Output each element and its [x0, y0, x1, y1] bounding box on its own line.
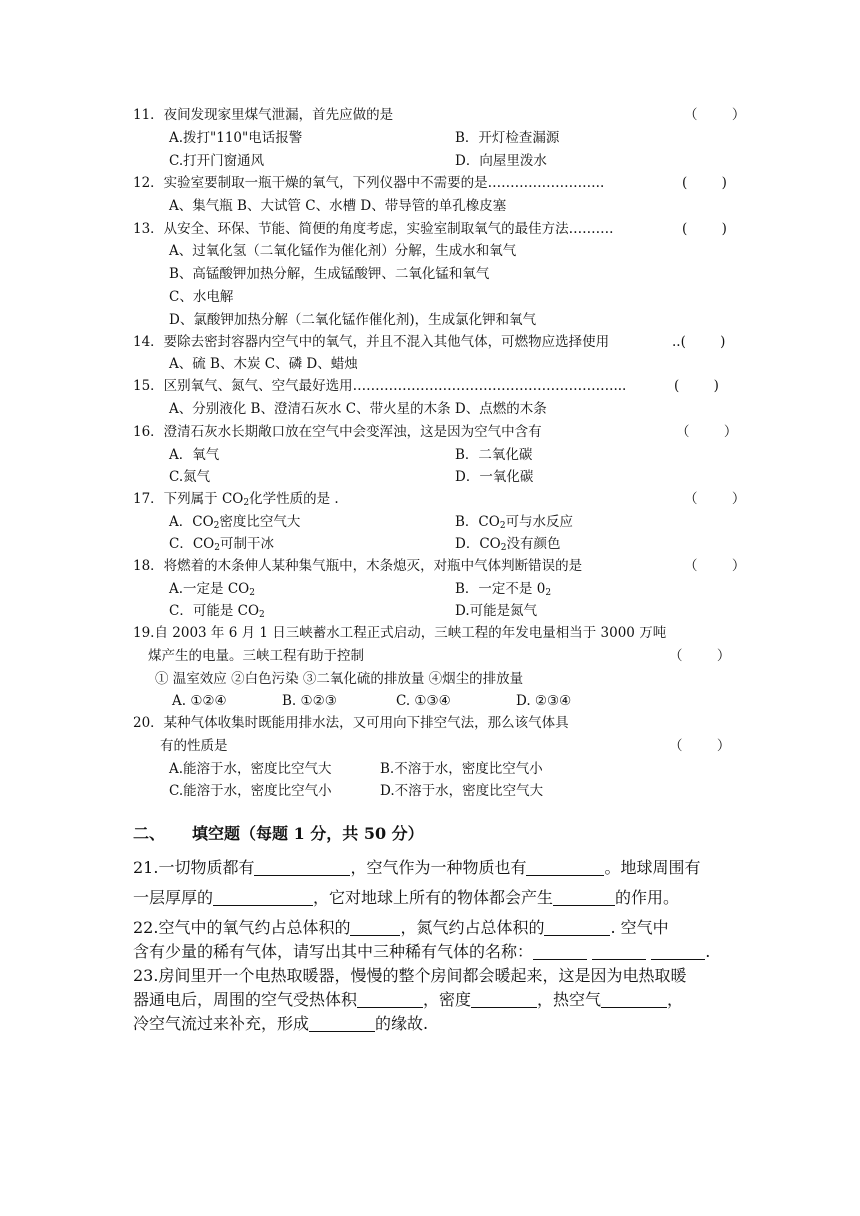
answer-blank[interactable]	[592, 943, 646, 960]
options-15: A、分别液化 B、澄清石灰水 C、带火星的木条 D、点燃的木条	[169, 401, 547, 417]
option-11-c: C.打开门窗通风	[169, 153, 265, 169]
option-13-b: B、高锰酸钾加热分解，生成锰酸钾、二氧化锰和氧气	[169, 266, 490, 282]
answer-blank[interactable]	[350, 919, 400, 936]
question-21-text-f: 的作用。	[615, 888, 680, 907]
question-14-stem: 14．要除去密封容器内空气中的氧气，并且不混入其他气体，可燃物应选择使用	[133, 334, 610, 350]
question-21-text-c: 。地球周围有	[604, 858, 701, 877]
answer-paren-14[interactable]: ..( )	[672, 334, 726, 350]
question-15-stem: 15．区别氧气、氮气、空气最好选用…………………………………………………....	[133, 378, 627, 394]
question-11-stem: 11．夜间发现家里煤气泄漏，首先应做的是	[133, 107, 394, 123]
option-13-d: D、氯酸钾加热分解（二氧化锰作催化剂)，生成氯化钾和氧气	[169, 312, 537, 328]
question-17-stem-b: 化学性质的是 .	[249, 491, 339, 507]
question-23-line-1: 23.房间里开一个电热取暖器，慢慢的整个房间都会暖起来，这是因为电热取暖	[133, 966, 687, 985]
option-17-d: D．$CO_2$没有颜色	[455, 536, 561, 553]
option-17-b: B．$CO_2$可与水反应	[455, 514, 574, 531]
answer-blank[interactable]	[651, 943, 705, 960]
answer-blank[interactable]	[357, 991, 423, 1008]
answer-paren-17[interactable]: （ ）	[684, 491, 746, 507]
subscript: 2	[243, 498, 250, 508]
option-13-c: C、水电解	[169, 289, 234, 305]
option-16-c: C.氮气	[169, 469, 211, 485]
answer-blank[interactable]	[601, 991, 667, 1008]
question-21-line-2	[133, 887, 679, 909]
question-22-line-1	[133, 917, 669, 939]
answer-blank[interactable]	[309, 1015, 375, 1032]
question-18-stem: 18．将燃着的木条伸人某种集气瓶中，木条熄灭，对瓶中气体判断错误的是	[133, 558, 583, 574]
answer-paren-11[interactable]: （ ）	[684, 107, 746, 123]
question-22-text-d: 含有少量的稀有气体，请写出其中三种稀有气体的名称：	[133, 942, 534, 961]
question-22-text-e: .	[705, 942, 711, 961]
option-16-a: A．氧气	[169, 447, 220, 463]
question-17-stem-a: 17．下列属于 CO	[133, 491, 244, 507]
option-11-d: D．向屋里泼水	[455, 153, 547, 169]
answer-paren-13[interactable]: ( )	[682, 221, 727, 237]
question-19-items: ① 温室效应 ②白色污染 ③二氧化硫的排放量 ④烟尘的排放量	[155, 671, 524, 687]
option-17-c: C．$CO_2$可制干冰	[169, 536, 274, 553]
question-22-line-2	[133, 941, 710, 963]
question-21-text-e: ，它对地球上所有的物体都会产生	[313, 888, 554, 907]
question-13-stem: 13．从安全、环保、节能、简便的角度考虑，实验室制取氧气的最佳方法……….	[133, 221, 614, 237]
question-21-text-a: 21.一切物质都有	[133, 858, 255, 877]
answer-paren-18[interactable]: （ ）	[684, 558, 746, 574]
section-title: 填空题（每题 1 分，共 50 分）	[192, 824, 424, 843]
option-18-d: D.可能是氮气	[455, 603, 538, 619]
option-16-b: B．二氧化碳	[455, 447, 533, 463]
answer-paren-20[interactable]: （ ）	[669, 738, 731, 754]
option-19-c: C. ①③④	[396, 693, 451, 709]
question-23-text-d: ，热空气	[537, 990, 602, 1009]
answer-blank[interactable]	[213, 889, 313, 906]
answer-paren-19[interactable]: （ ）	[669, 648, 731, 664]
option-20-a: A.能溶于水，密度比空气大	[169, 761, 332, 777]
option-16-d: D．一氧化碳	[455, 469, 534, 485]
question-21-text-b: ，空气作为一种物质也有	[350, 858, 527, 877]
option-11-a: A.拨打"110"电话报警	[169, 130, 303, 146]
options-12: A、集气瓶 B、大试管 C、水槽 D、带导管的单孔橡皮塞	[169, 198, 507, 214]
question-20-stem-2: 有的性质是	[160, 738, 228, 754]
option-18-a: A.一定是 $CO_2$	[169, 581, 255, 598]
option-20-c: C.能溶于水，密度比空气小	[169, 783, 332, 799]
question-23-text-c: ，密度	[423, 990, 472, 1009]
question-16-stem: 16．澄清石灰水长期敞口放在空气中会变浑浊，这是因为空气中含有	[133, 424, 542, 440]
option-11-b: B．开灯检查漏源	[455, 130, 560, 146]
option-18-b: B．一定不是 $0_2$	[455, 581, 552, 598]
question-23-text-f: 冷空气流过来补充，形成	[133, 1014, 310, 1033]
question-20-stem: 20．某种气体收集时既能用排水法，又可用向下排空气法，那么该气体具	[133, 715, 569, 731]
option-17-a: A．$CO_2$密度比空气大	[169, 514, 301, 531]
options-14: A、硫 B、木炭 C、磷 D、蜡烛	[169, 356, 358, 372]
option-20-b: B.不溶于水，密度比空气小	[380, 761, 543, 777]
question-21-text-d: 一层厚厚的	[133, 888, 214, 907]
answer-paren-15[interactable]: ( )	[674, 378, 719, 394]
option-19-d: D. ②③④	[516, 693, 572, 709]
answer-blank[interactable]	[471, 991, 537, 1008]
answer-blank[interactable]	[544, 919, 610, 936]
question-22-text-b: ，氮气约占总体积的	[400, 918, 545, 937]
question-19-stem-2: 煤产生的电量。三峡工程有助于控制	[148, 648, 364, 664]
option-20-d: D.不溶于水，密度比空气大	[380, 783, 544, 799]
answer-blank[interactable]	[526, 859, 604, 876]
question-21-line-1	[133, 857, 700, 879]
question-12-stem: 12．实验室要制取一瓶干燥的氧气，下列仪器中不需要的是……………………..	[133, 175, 605, 191]
question-22-text-c: . 空气中	[610, 918, 669, 937]
answer-paren-16[interactable]: （ ）	[676, 424, 738, 440]
question-23-text-g: 的缘故.	[375, 1014, 429, 1033]
answer-blank[interactable]	[553, 889, 615, 906]
option-19-a: A. ①②④	[172, 693, 227, 709]
question-23-text-e: ，	[667, 990, 684, 1009]
option-18-c: C．可能是 $CO_2$	[169, 603, 265, 620]
answer-blank[interactable]	[254, 859, 350, 876]
option-19-b: B. ①②③	[282, 693, 337, 709]
answer-paren-12[interactable]: ( )	[682, 175, 727, 191]
question-19-stem: 19.自 2003 年 6 月 1 日三峡蓄水工程正式启动，三峡工程的年发电量相当于 3000 万吨	[133, 625, 667, 641]
answer-blank[interactable]	[533, 943, 587, 960]
option-13-a: A、过氧化氢（二氧化锰作为催化剂）分解，生成水和氧气	[169, 243, 517, 259]
question-23-text-b: 器通电后，周围的空气受热体积	[133, 990, 358, 1009]
question-22-text-a: 22.空气中的氧气约占总体积的	[133, 918, 351, 937]
question-17-stem	[133, 490, 339, 508]
question-23-line-2	[133, 989, 683, 1011]
question-23-line-3	[133, 1013, 428, 1035]
section-number: 二、	[133, 824, 166, 843]
